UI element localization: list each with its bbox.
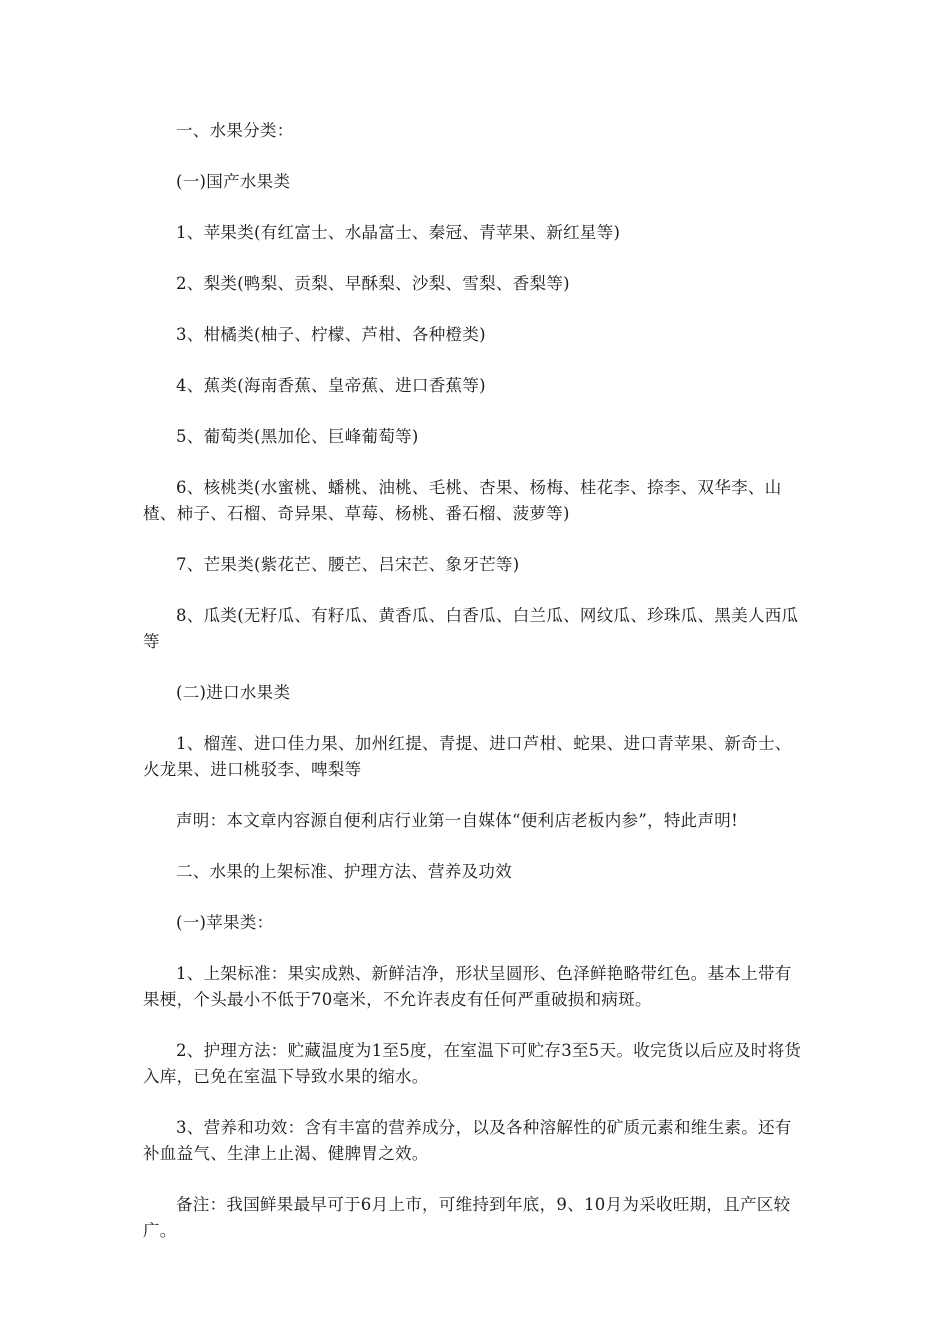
list-item-mangoes: 7、芒果类(紫花芒、腰芒、吕宋芒、象牙芒等) <box>176 555 520 574</box>
source-statement: 声明：本文章内容源自便利店行业第一自媒体“便利店老板内参”，特此声明! <box>176 811 739 830</box>
paragraph-shelving-standard: 1、上架标准：果实成熟、新鲜洁净，形状呈圆形、色泽鲜艳略带红色。基本上带有果梗，个头最小不低于70毫米，不允许表皮有任何严重破损和病斑。 <box>143 964 792 1009</box>
list-item-pears: 2、梨类(鸭梨、贡梨、早酥梨、沙梨、雪梨、香梨等) <box>176 274 570 293</box>
section-heading-fruit-classification: 一、水果分类： <box>176 121 294 140</box>
paragraph-nutrition-benefits: 3、营养和功效：含有丰富的营养成分，以及各种溶解性的矿质元素和维生素。还有补血益气、生津上止渴、健脾胃之效。 <box>143 1118 792 1163</box>
list-item-grapes: 5、葡萄类(黑加伦、巨峰葡萄等) <box>176 427 419 446</box>
paragraph-care-method: 2、护理方法：贮藏温度为1至5度，在室温下可贮存3至5天。收完货以后应及时将货入库，已免在室温下导致水果的缩水。 <box>143 1041 802 1086</box>
subsection-heading-domestic-fruits: (一)国产水果类 <box>176 172 291 191</box>
list-item-melons: 8、瓜类(无籽瓜、有籽瓜、黄香瓜、白香瓜、白兰瓜、网纹瓜、珍珠瓜、黑美人西瓜等 <box>143 606 799 651</box>
list-item-stone-fruits: 6、核桃类(水蜜桃、蟠桃、油桃、毛桃、杏果、杨梅、桂花李、捺李、双华李、山楂、柿子、石榴、奇异果、草莓、杨桃、番石榴、菠萝等) <box>143 478 782 523</box>
document-body <box>143 118 808 1244</box>
list-item-apples: 1、苹果类(有红富士、水晶富士、秦冠、青苹果、新红星等) <box>176 223 621 242</box>
subsection-heading-apples: (一)苹果类： <box>176 913 274 932</box>
list-item-imported-fruits: 1、榴莲、进口佳力果、加州红提、青提、进口芦柑、蛇果、进口青苹果、新奇士、火龙果、进口桃驳李、啤梨等 <box>143 734 792 779</box>
section-heading-shelving-care-nutrition: 二、水果的上架标准、护理方法、营养及功效 <box>176 862 512 881</box>
list-item-citrus: 3、柑橘类(柚子、柠檬、芦柑、各种橙类) <box>176 325 486 344</box>
subsection-heading-imported-fruits: (二)进口水果类 <box>176 683 291 702</box>
paragraph-remarks: 备注：我国鲜果最早可于6月上市，可维持到年底，9、10月为采收旺期，且产区较广。 <box>143 1195 791 1240</box>
list-item-bananas: 4、蕉类(海南香蕉、皇帝蕉、进口香蕉等) <box>176 376 486 395</box>
